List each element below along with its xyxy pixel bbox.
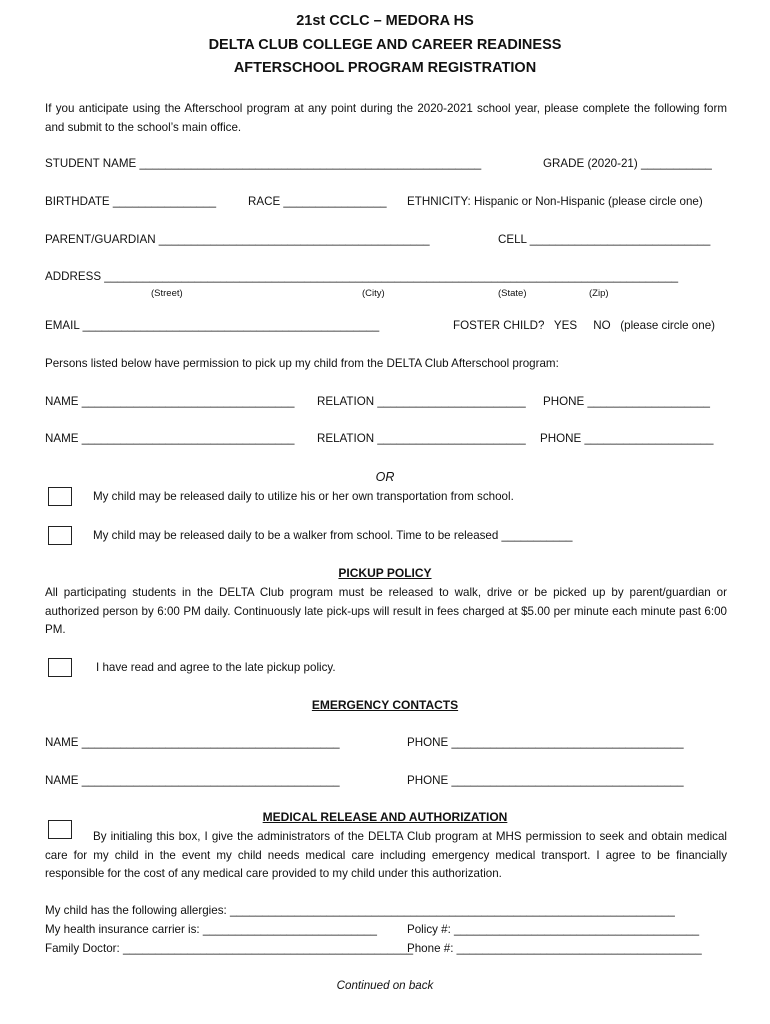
address-zip-label: (Zip) [589,288,609,299]
doctor-phone-field[interactable]: Phone #: ______________________________________ [407,942,702,955]
address-city-label: (City) [362,288,385,299]
emergency-phone-field[interactable]: PHONE ____________________________________ [407,736,684,749]
address-field[interactable]: ADDRESS _________________________________________________________________________________________ [45,270,679,283]
birthdate-field[interactable]: BIRTHDATE ________________ [45,195,217,208]
own-transport-checkbox[interactable] [48,487,72,506]
address-state-label: (State) [498,288,527,299]
own-transport-label: My child may be released daily to utilize his or her own transportation from school. [93,490,514,503]
allergies-field[interactable]: My child has the following allergies: _____________________________________________________________________ [45,904,675,917]
intro-paragraph: If you anticipate using the Afterschool program at any point during the 2020-2021 school year, please complete the following form and submit to the school’s main office. [45,102,727,134]
grade-field[interactable]: GRADE (2020-21) ___________ [543,157,712,170]
pickup-phone-field[interactable]: PHONE ____________________ [540,432,714,445]
agree-policy-label: I have read and agree to the late pickup policy. [96,661,336,674]
walker-checkbox[interactable] [48,526,72,545]
policy-number-field[interactable]: Policy #: ______________________________________ [407,923,700,936]
foster-child-field[interactable]: FOSTER CHILD? YES NO (please circle one) [453,319,716,332]
form-title-line2: DELTA CLUB COLLEGE AND CAREER READINESS [208,37,562,53]
emergency-contacts-heading: EMERGENCY CONTACTS [311,698,459,712]
family-doctor-field[interactable]: Family Doctor: _____________________________________________ [45,942,414,955]
form-title-line1: 21st CCLC – MEDORA HS [296,13,474,29]
continued-on-back-note: Continued on back [336,979,434,992]
walker-label: My child may be released daily to be a walker from school. Time to be released ___________ [93,529,573,542]
pickup-phone-field[interactable]: PHONE ___________________ [543,395,710,408]
emergency-name-field[interactable]: NAME ________________________________________ [45,736,340,749]
insurance-carrier-field[interactable]: My health insurance carrier is: ___________________________ [45,923,377,936]
pickup-policy-text: All participating students in the DELTA Club program must be released to walk, drive or be picked up by parent/guardian or authorized person by 6:00 PM daily. Continuously late pick-ups will result in fees charged at $5.00 per minute each minute past 6:00 PM. [45,586,727,637]
ethnicity-field[interactable]: ETHNICITY: Hispanic or Non-Hispanic (please circle one) [407,195,703,208]
medical-release-text: By initialing this box, I give the administrators of the DELTA Club program at MHS permission to seek and obtain medical care for my child in the event my child needs medical care including emergency medical transport. I agree to be financially responsible for the cost of any medical care provided to my child under this authorization. [45,830,727,880]
pickup-relation-field[interactable]: RELATION _______________________ [317,432,526,445]
agree-policy-checkbox[interactable] [48,658,72,677]
pickup-relation-field[interactable]: RELATION _______________________ [317,395,526,408]
pickup-intro: Persons listed below have permission to pick up my child from the DELTA Club Afterschool program: [45,357,559,370]
race-field[interactable]: RACE ________________ [248,195,387,208]
emergency-name-field[interactable]: NAME ________________________________________ [45,774,340,787]
pickup-policy-heading: PICKUP POLICY [338,566,432,580]
address-street-label: (Street) [151,288,183,299]
email-field[interactable]: EMAIL ______________________________________________ [45,319,380,332]
pickup-name-field[interactable]: NAME _________________________________ [45,432,295,445]
emergency-phone-field[interactable]: PHONE ____________________________________ [407,774,684,787]
student-name-field[interactable]: STUDENT NAME _____________________________________________________ [45,157,482,170]
cell-field[interactable]: CELL ____________________________ [498,233,711,246]
or-label: OR [375,470,395,484]
form-title-line3: AFTERSCHOOL PROGRAM REGISTRATION [233,60,537,76]
medical-release-heading: MEDICAL RELEASE AND AUTHORIZATION [262,810,508,824]
pickup-name-field[interactable]: NAME _________________________________ [45,395,295,408]
parent-guardian-field[interactable]: PARENT/GUARDIAN __________________________________________ [45,233,430,246]
